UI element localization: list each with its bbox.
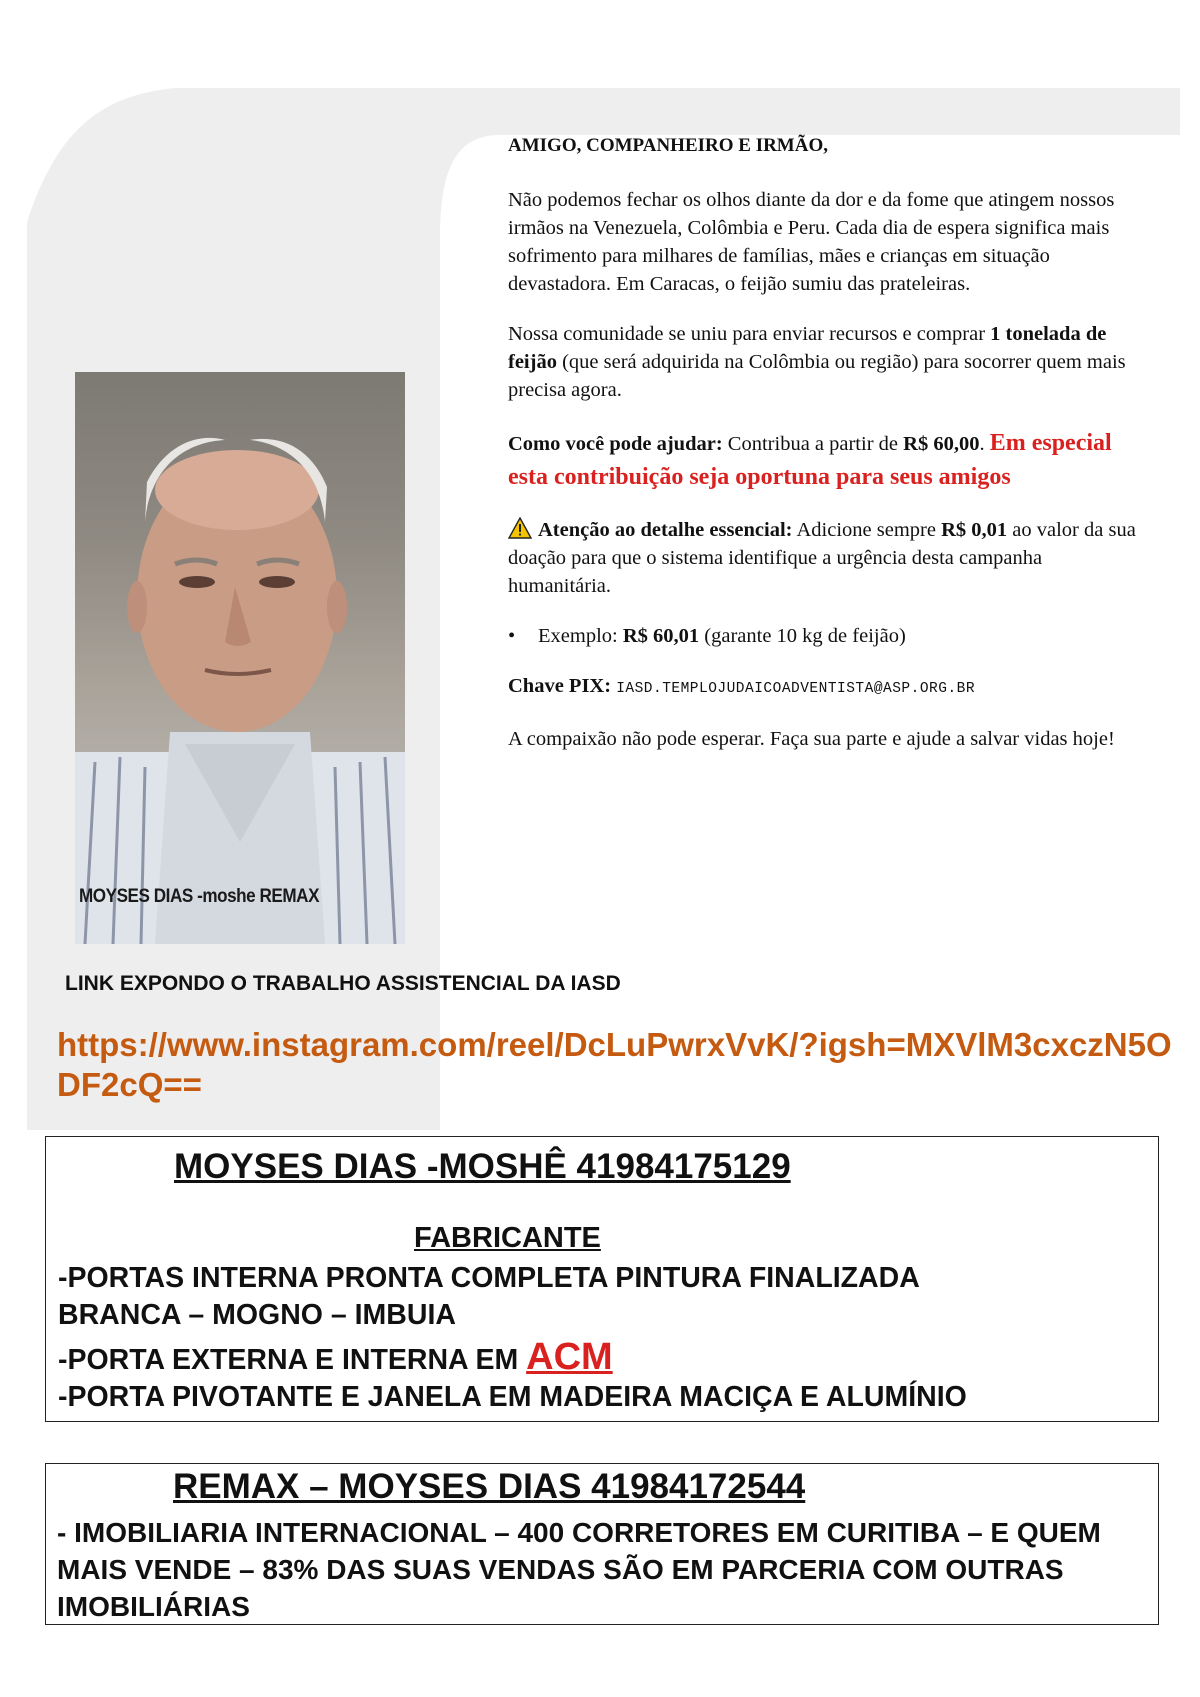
remax-box-title: REMAX – MOYSES DIAS 41984172544 bbox=[173, 1467, 806, 1506]
letter-title: AMIGO, COMPANHEIRO E IRMÃO, bbox=[508, 135, 828, 156]
letter-body bbox=[508, 132, 1148, 775]
line-3-prefix: -PORTA EXTERNA E INTERNA EM bbox=[58, 1344, 527, 1376]
manufacturer-subtitle: FABRICANTE bbox=[414, 1222, 601, 1254]
letter-attention-paragraph bbox=[508, 516, 1148, 600]
portrait-photo bbox=[75, 372, 405, 944]
pix-key: IASD.TEMPLOJUDAICOADVENTISTA@ASP.ORG.BR bbox=[616, 681, 976, 697]
letter-paragraph-1: Não podemos fechar os olhos diante da dor e da fome que atingem nossos irmãos na Venezuela, Colômbia e Peru. Cada dia de espera significa mais sofrimento para milhares de famílias, mães e crianças em situação devastadora. Em Caracas, o feijão sumiu das prateleiras. bbox=[508, 189, 1115, 295]
instagram-link[interactable]: https://www.instagram.com/reel/DcLuPwrxVvK/?igsh=MXVlM3cxczN5ODF2cQ== bbox=[57, 1026, 1172, 1103]
remax-box bbox=[45, 1463, 1159, 1625]
manufacturer-line-1: -PORTAS INTERNA PRONTA COMPLETA PINTURA FINALIZADA bbox=[58, 1262, 920, 1294]
help-red-text: Em especial esta contribuição seja oportuna para seus amigos bbox=[508, 430, 1112, 490]
manufacturer-line-2: BRANCA – MOGNO – IMBUIA bbox=[58, 1299, 456, 1331]
example-text: (garante 10 kg de feijão) bbox=[699, 625, 906, 647]
help-label: Como você pode ajudar: bbox=[508, 433, 723, 455]
warning-icon bbox=[508, 517, 532, 539]
letter-closing: A compaixão não pode esperar. Faça sua parte e ajude a salvar vidas hoje! bbox=[508, 728, 1115, 750]
help-period: . bbox=[979, 433, 990, 455]
bullet-dot-icon: • bbox=[508, 625, 516, 647]
letter-help-paragraph bbox=[508, 426, 1148, 494]
manufacturer-box bbox=[45, 1136, 1159, 1422]
pix-label: Chave PIX: bbox=[508, 675, 612, 697]
p2-start: Nossa comunidade se uniu para enviar recursos e comprar bbox=[508, 323, 991, 345]
manufacturer-line-3 bbox=[58, 1336, 613, 1379]
photo-caption: MOYSES DIAS -moshe REMAX bbox=[79, 886, 320, 907]
example-amount: R$ 60,01 bbox=[622, 625, 700, 647]
attention-amount: R$ 0,01 bbox=[941, 519, 1008, 541]
acm-highlight: ACM bbox=[526, 1336, 613, 1378]
attention-label: Atenção ao detalhe essencial: bbox=[538, 519, 793, 541]
pix-line bbox=[508, 672, 1148, 703]
attention-text-1: Adicione sempre bbox=[792, 519, 942, 541]
p2-end: (que será adquirida na Colômbia ou região) para socorrer quem mais precisa agora. bbox=[508, 351, 1126, 401]
manufacturer-line-4: -PORTA PIVOTANTE E JANELA EM MADEIRA MACIÇA E ALUMÍNIO bbox=[58, 1381, 967, 1413]
letter-paragraph-2 bbox=[508, 320, 1148, 404]
example-bullet bbox=[508, 622, 1148, 650]
help-amount: R$ 60,00 bbox=[903, 433, 980, 455]
manufacturer-box-title: MOYSES DIAS -MOSHÊ 41984175129 bbox=[174, 1147, 791, 1186]
attention-text-2: ao valor da sua doação para que o sistema identifique a urgência desta campanha humanitária. bbox=[508, 519, 1136, 597]
example-label: Exemplo: bbox=[538, 625, 623, 647]
link-label: LINK EXPONDO O TRABALHO ASSISTENCIAL DA IASD bbox=[65, 972, 621, 995]
remax-box-text: - IMOBILIARIA INTERNACIONAL – 400 CORRETORES EM CURITIBA – E QUEM MAIS VENDE – 83% DAS SUAS VENDAS SÃO EM PARCERIA COM OUTRAS IMOBILIÁRIAS bbox=[57, 1517, 1101, 1622]
help-text: Contribua a partir de bbox=[722, 433, 904, 455]
p2-bold: 1 tonelada de feijão bbox=[508, 323, 1107, 373]
